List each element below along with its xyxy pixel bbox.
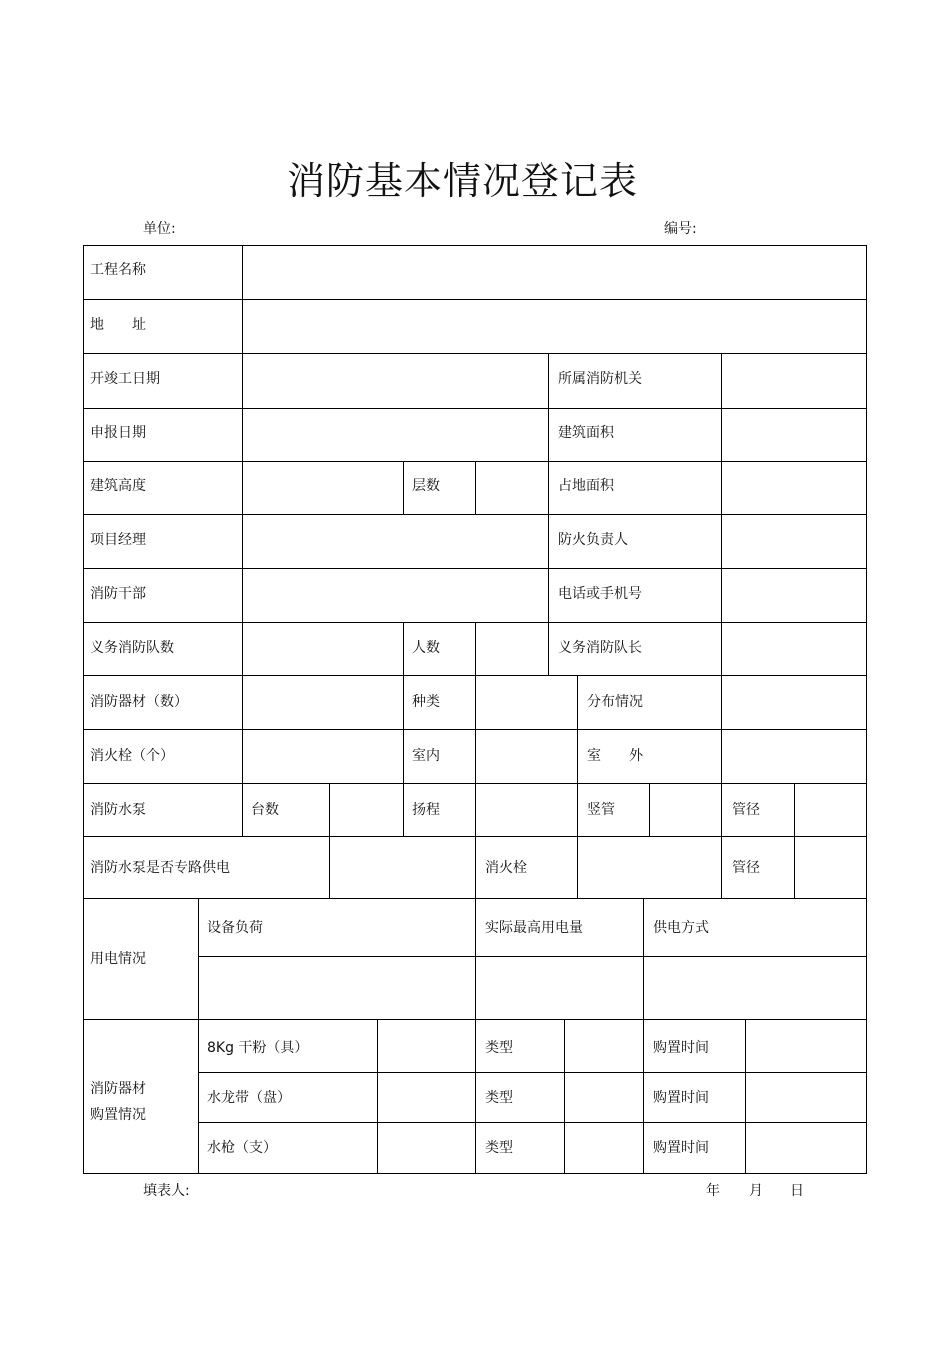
fire-authority-label: 所属消防机关 xyxy=(558,371,642,387)
fire-pump-label: 消防水泵 xyxy=(90,802,146,818)
pump-power-label: 消防水泵是否专路供电 xyxy=(90,860,230,876)
outdoor-label: 室 外 xyxy=(587,748,643,764)
indoor-label: 室内 xyxy=(412,748,440,764)
max-power-label: 实际最高用电量 xyxy=(485,920,583,936)
nozzle-label: 水枪（支） xyxy=(207,1140,277,1156)
equipment-count-label: 消防器材（数） xyxy=(90,694,188,710)
form-title: 消防基本情况登记表 xyxy=(286,159,638,203)
fire-officer-label: 防火负责人 xyxy=(558,532,628,548)
purchase-section-line-2: 购置情况 xyxy=(90,1107,146,1123)
equipment-load-label: 设备负荷 xyxy=(207,920,263,936)
volunteer-leader-label: 义务消防队长 xyxy=(558,640,642,656)
date-month: 月 xyxy=(749,1183,763,1199)
type-label-2: 类型 xyxy=(485,1090,513,1106)
building-height-label: 建筑高度 xyxy=(90,478,146,494)
hose-label: 水龙带（盘） xyxy=(207,1090,291,1106)
riser-label: 竖管 xyxy=(587,802,615,818)
pipe-diameter-label: 管径 xyxy=(732,802,760,818)
purchase-time-label-3: 购置时间 xyxy=(653,1140,709,1156)
start-end-date-label: 开竣工日期 xyxy=(90,371,160,387)
dry-powder-label: 8Kg 干粉（具） xyxy=(207,1040,309,1056)
date-year: 年 xyxy=(706,1183,720,1199)
supply-mode-label: 供电方式 xyxy=(653,920,709,936)
floors-label: 层数 xyxy=(412,478,440,494)
power-usage-label: 用电情况 xyxy=(90,951,146,967)
purchase-section-label xyxy=(90,1076,146,1128)
purchase-time-label-1: 购置时间 xyxy=(653,1040,709,1056)
lift-label: 扬程 xyxy=(412,802,440,818)
fire-cadre-label: 消防干部 xyxy=(90,586,146,602)
report-date-label: 申报日期 xyxy=(90,425,146,441)
people-count-label: 人数 xyxy=(412,640,440,656)
pipe-diameter-label-2: 管径 xyxy=(732,860,760,876)
kind-label: 种类 xyxy=(412,694,440,710)
number-label: 编号: xyxy=(664,221,697,237)
units-label: 台数 xyxy=(251,802,279,818)
purchase-section-line-1: 消防器材 xyxy=(90,1081,146,1097)
filler-label: 填表人: xyxy=(143,1183,190,1199)
hydrant-count-label: 消火栓（个） xyxy=(90,748,174,764)
address-label: 地 址 xyxy=(90,317,146,333)
type-label-3: 类型 xyxy=(485,1140,513,1156)
purchase-time-label-2: 购置时间 xyxy=(653,1090,709,1106)
distribution-label: 分布情况 xyxy=(587,694,643,710)
hydrant-label: 消火栓 xyxy=(485,860,527,876)
type-label-1: 类型 xyxy=(485,1040,513,1056)
volunteer-count-label: 义务消防队数 xyxy=(90,640,174,656)
project-name-label: 工程名称 xyxy=(90,262,146,278)
project-manager-label: 项目经理 xyxy=(90,532,146,548)
date-day: 日 xyxy=(790,1183,804,1199)
unit-label: 单位: xyxy=(143,221,176,237)
building-area-label: 建筑面积 xyxy=(558,425,614,441)
phone-label: 电话或手机号 xyxy=(558,586,642,602)
land-area-label: 占地面积 xyxy=(558,478,614,494)
